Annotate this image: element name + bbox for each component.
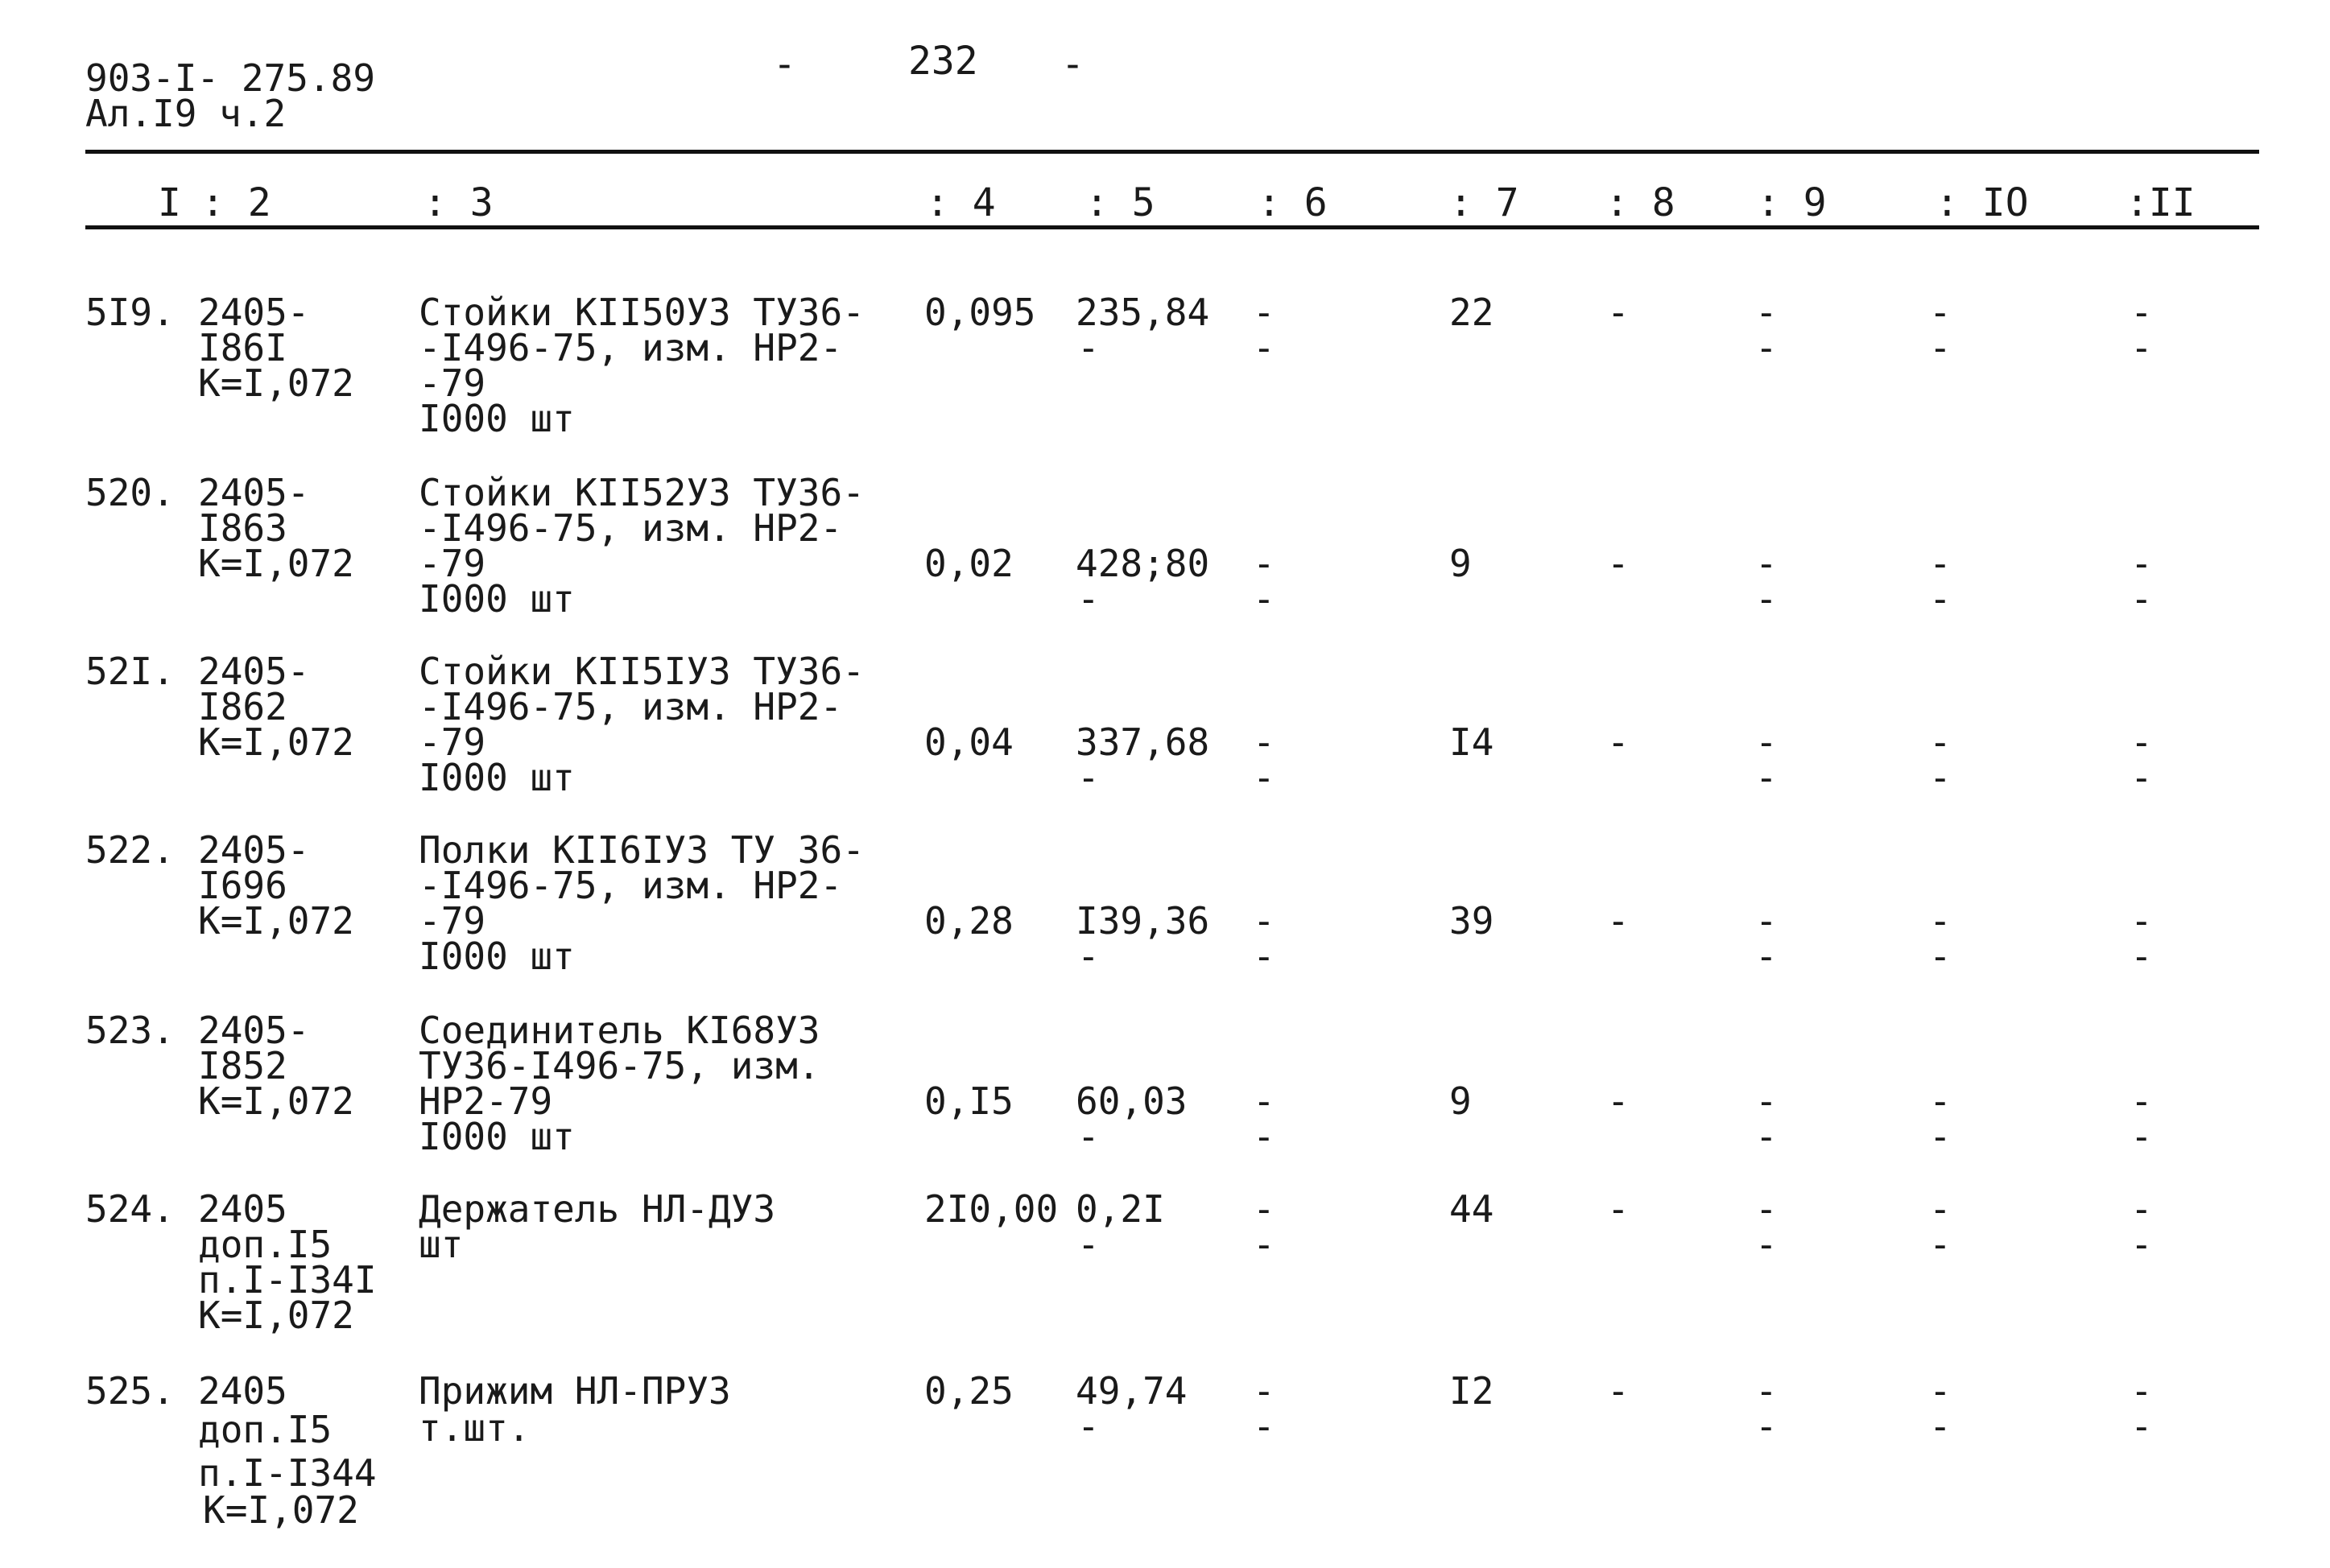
row-col11-dash: - [2130, 1369, 2153, 1413]
row-col11-dash: - [2130, 935, 2153, 978]
col-header-6: : 6 [1258, 180, 1328, 225]
row-col4-value: 0,02 [924, 542, 1014, 585]
row-code-line: I852 [198, 1044, 287, 1087]
col-header-10: : IO [1935, 180, 2029, 225]
row-col7-value: I2 [1449, 1369, 1494, 1413]
row-col5-value: 235,84 [1076, 291, 1210, 334]
col-header-2: : 2 [201, 180, 271, 225]
row-col9-dash: - [1755, 326, 1778, 369]
row-code-line: 2405- [198, 1009, 310, 1052]
document-code: 903-I- 275.89 [85, 56, 376, 100]
row-number: 524. [85, 1187, 175, 1231]
row-desc-line: -79 [419, 542, 486, 585]
row-col6-dash: - [1253, 899, 1275, 943]
row-desc-line: -79 [419, 361, 486, 405]
row-col7-value: 22 [1449, 291, 1494, 334]
row-col5-value: 337,68 [1076, 720, 1210, 764]
page-dash-right: - [1061, 42, 1084, 87]
row-col5-dash: - [1077, 1223, 1100, 1266]
row-code-line: доп.I5 [198, 1223, 333, 1266]
row-code-line: I86I [198, 326, 287, 369]
col-header-11: :II [2126, 180, 2196, 225]
row-col11-dash: - [2130, 756, 2153, 799]
row-code-line: 2405- [198, 828, 310, 872]
col-header-7: : 7 [1449, 180, 1519, 225]
row-desc-line: -79 [419, 720, 486, 764]
row-col6-dash: - [1253, 1079, 1275, 1123]
row-col10-dash: - [1929, 542, 1952, 585]
row-desc-line: Стойки КII50УЗ ТУ36- [419, 291, 865, 334]
row-code-line: I696 [198, 864, 287, 907]
row-code-line: I862 [198, 685, 287, 728]
row-col9-dash: - [1755, 577, 1778, 621]
row-col10-dash: - [1929, 899, 1952, 943]
header-top-rule [85, 150, 2259, 154]
row-col8-dash: - [1607, 291, 1630, 334]
row-col11-dash: - [2130, 899, 2153, 943]
row-code-line: К=I,072 [198, 361, 354, 405]
col-header-5: : 5 [1085, 180, 1155, 225]
row-desc-line: -I496-75, изм. НР2- [419, 506, 843, 550]
row-number: 522. [85, 828, 175, 872]
row-col8-dash: - [1607, 1369, 1630, 1413]
row-col6-dash: - [1253, 542, 1275, 585]
row-col9-dash: - [1755, 1115, 1778, 1158]
row-col4-value: 0,28 [924, 899, 1014, 943]
row-code-line: К=I,072 [198, 720, 354, 764]
row-col5-value: I39,36 [1076, 899, 1210, 943]
row-col11-dash: - [2130, 326, 2153, 369]
sheet-label: Ал.I9 ч.2 [85, 92, 287, 135]
row-col7-value: 9 [1449, 542, 1472, 585]
row-col5-dash: - [1077, 756, 1100, 799]
row-desc-line: Стойки КII52УЗ ТУ36- [419, 471, 865, 514]
row-desc-line: I000 шт [419, 577, 575, 621]
row-code-line: К=I,072 [198, 899, 354, 943]
row-code-line: К=I,072 [198, 1079, 354, 1123]
row-col9-dash: - [1755, 1223, 1778, 1266]
row-col11-dash: - [2130, 1079, 2153, 1123]
row-code-line: К=I,072 [198, 1294, 354, 1337]
row-desc-line: -I496-75, изм. НР2- [419, 326, 843, 369]
row-desc-line: I000 шт [419, 935, 575, 978]
row-col5-dash: - [1077, 935, 1100, 978]
row-desc-line: Прижим НЛ-ПРУЗ [419, 1369, 731, 1413]
row-col4-value: 0,I5 [924, 1079, 1014, 1123]
row-col6-dash: - [1253, 720, 1275, 764]
row-desc-line: I000 шт [419, 397, 575, 440]
row-number: 525. [85, 1369, 175, 1413]
row-col4-value: 0,04 [924, 720, 1014, 764]
row-code-line: 2405- [198, 291, 310, 334]
row-desc-line: шт [419, 1223, 464, 1266]
col-header-8: : 8 [1605, 180, 1675, 225]
row-col8-dash: - [1607, 899, 1630, 943]
row-col9-dash: - [1755, 720, 1778, 764]
header-bottom-rule [85, 225, 2259, 229]
row-code-line: п.I-I344 [198, 1451, 377, 1495]
page-dash-left: - [773, 42, 796, 87]
row-number: 523. [85, 1009, 175, 1052]
row-desc-line: т.шт. [419, 1406, 531, 1450]
row-col9-dash: - [1755, 1079, 1778, 1123]
row-col5-value: 49,74 [1076, 1369, 1188, 1413]
row-col11-dash: - [2130, 1115, 2153, 1158]
row-col8-dash: - [1607, 542, 1630, 585]
row-col6-dash: - [1253, 756, 1275, 799]
row-col8-dash: - [1607, 720, 1630, 764]
row-desc-line: Стойки КII5IУЗ ТУ36- [419, 650, 865, 693]
row-number: 520. [85, 471, 175, 514]
row-col10-dash: - [1929, 1405, 1952, 1448]
row-col4-value: 0,25 [924, 1369, 1014, 1413]
row-col10-dash: - [1929, 935, 1952, 978]
row-desc-line: -I496-75, изм. НР2- [419, 864, 843, 907]
row-col7-value: 44 [1449, 1187, 1494, 1231]
row-col8-dash: - [1607, 1079, 1630, 1123]
row-col10-dash: - [1929, 577, 1952, 621]
col-header-1: I [158, 180, 181, 225]
row-col6-dash: - [1253, 1115, 1275, 1158]
row-desc-line: Держатель НЛ-ДУЗ [419, 1187, 776, 1231]
row-col11-dash: - [2130, 577, 2153, 621]
row-col6-dash: - [1253, 1405, 1275, 1448]
row-col9-dash: - [1755, 1187, 1778, 1231]
row-col5-dash: - [1077, 1405, 1100, 1448]
row-col9-dash: - [1755, 1369, 1778, 1413]
row-code-line: К=I,072 [203, 1488, 359, 1532]
row-col9-dash: - [1755, 542, 1778, 585]
col-header-4: : 4 [926, 180, 996, 225]
row-col10-dash: - [1929, 1115, 1952, 1158]
row-col10-dash: - [1929, 1187, 1952, 1231]
row-code-line: I863 [198, 506, 287, 550]
row-col10-dash: - [1929, 1369, 1952, 1413]
row-code-line: п.I-I34I [198, 1258, 377, 1302]
row-col10-dash: - [1929, 326, 1952, 369]
row-col9-dash: - [1755, 1405, 1778, 1448]
row-col6-dash: - [1253, 935, 1275, 978]
row-code-line: 2405- [198, 471, 310, 514]
row-col8-dash: - [1607, 1187, 1630, 1231]
row-desc-line: Полки КII6IУЗ ТУ 36- [419, 828, 865, 872]
row-desc-line: I000 шт [419, 1115, 575, 1158]
page-number: 232 [908, 39, 978, 84]
row-desc-line: -79 [419, 899, 486, 943]
row-col6-dash: - [1253, 291, 1275, 334]
row-desc-line: -I496-75, изм. НР2- [419, 685, 843, 728]
row-col6-dash: - [1253, 577, 1275, 621]
row-number: 52I. [85, 650, 175, 693]
row-col9-dash: - [1755, 899, 1778, 943]
row-col9-dash: - [1755, 291, 1778, 334]
col-header-3: : 3 [423, 180, 494, 225]
row-code-line: 2405- [198, 650, 310, 693]
row-col11-dash: - [2130, 1187, 2153, 1231]
row-desc-line: НР2-79 [419, 1079, 553, 1123]
row-col7-value: 9 [1449, 1079, 1472, 1123]
row-col10-dash: - [1929, 756, 1952, 799]
row-col11-dash: - [2130, 542, 2153, 585]
col-header-9: : 9 [1757, 180, 1827, 225]
row-desc-line: ТУ36-I496-75, изм. [419, 1044, 820, 1087]
row-code-line: 2405 [198, 1187, 287, 1231]
row-col9-dash: - [1755, 935, 1778, 978]
row-col5-dash: - [1077, 577, 1100, 621]
row-col9-dash: - [1755, 756, 1778, 799]
row-col6-dash: - [1253, 1369, 1275, 1413]
row-col5-dash: - [1077, 1115, 1100, 1158]
row-number: 5I9. [85, 291, 175, 334]
row-col7-value: 39 [1449, 899, 1494, 943]
row-desc-line: Соединитель КI68УЗ [419, 1009, 820, 1052]
row-col10-dash: - [1929, 1079, 1952, 1123]
row-code-line: К=I,072 [198, 542, 354, 585]
row-col6-dash: - [1253, 326, 1275, 369]
row-col11-dash: - [2130, 1223, 2153, 1266]
row-code-line: доп.I5 [198, 1408, 333, 1451]
row-col5-value: 60,03 [1076, 1079, 1188, 1123]
row-col10-dash: - [1929, 1223, 1952, 1266]
row-col6-dash: - [1253, 1187, 1275, 1231]
row-col5-value: 428;80 [1076, 542, 1210, 585]
row-col4-value: 0,095 [924, 291, 1036, 334]
row-col11-dash: - [2130, 291, 2153, 334]
row-col7-value: I4 [1449, 720, 1494, 764]
row-col6-dash: - [1253, 1223, 1275, 1266]
row-code-line: 2405 [198, 1369, 287, 1413]
row-col4-value: 2I0,00 [924, 1187, 1059, 1231]
row-col10-dash: - [1929, 720, 1952, 764]
row-col11-dash: - [2130, 720, 2153, 764]
row-col5-value: 0,2I [1076, 1187, 1165, 1231]
row-col5-dash: - [1077, 326, 1100, 369]
row-col10-dash: - [1929, 291, 1952, 334]
row-desc-line: I000 шт [419, 756, 575, 799]
row-col11-dash: - [2130, 1405, 2153, 1448]
